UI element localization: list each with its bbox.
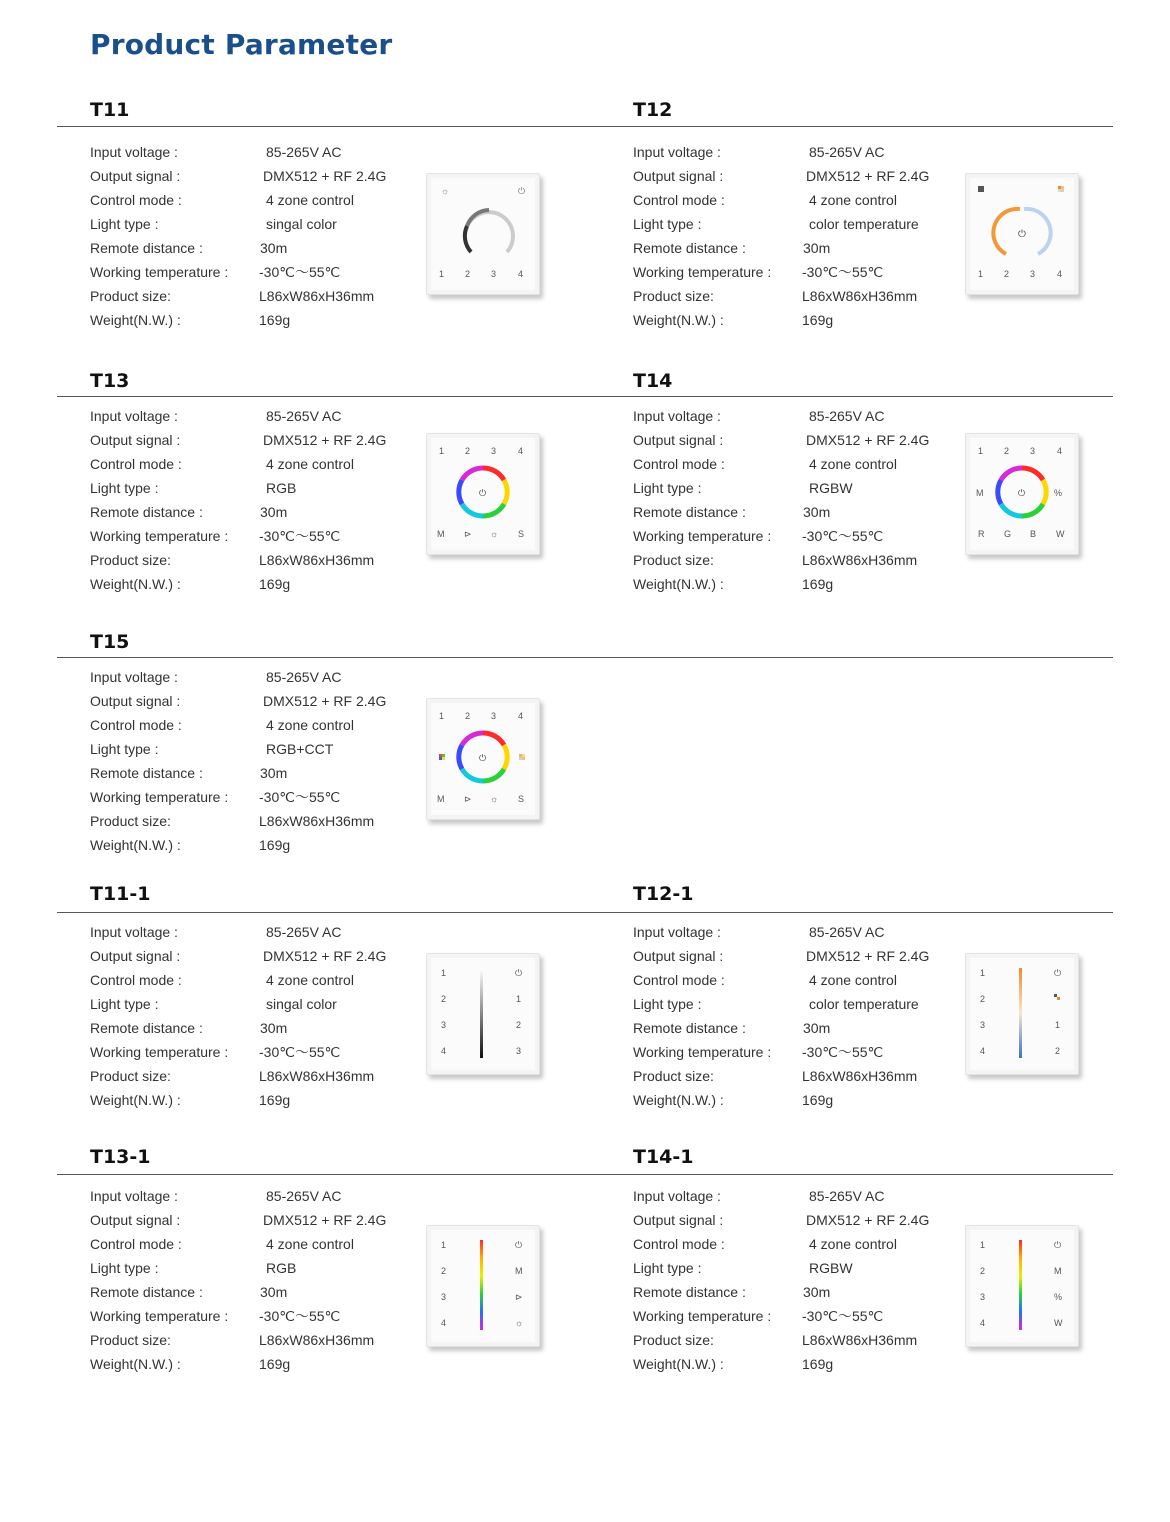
svg-text:1: 1: [980, 968, 986, 978]
svg-text:4: 4: [1057, 269, 1063, 279]
rgb-cct-ring-panel-icon: [426, 698, 540, 820]
svg-text:M: M: [437, 794, 445, 804]
svg-text:4: 4: [518, 446, 524, 456]
svg-text:M: M: [1054, 1266, 1062, 1276]
svg-text:1: 1: [441, 1240, 447, 1250]
svg-text:3: 3: [441, 1292, 447, 1302]
svg-text:☼: ☼: [441, 186, 450, 196]
svg-text:M: M: [437, 529, 445, 539]
svg-text:1: 1: [978, 269, 984, 279]
page-title: Product Parameter: [90, 28, 393, 61]
svg-text:3: 3: [516, 1046, 522, 1056]
svg-text:1: 1: [516, 994, 522, 1004]
svg-text:⏻: ⏻: [1018, 488, 1026, 498]
svg-text:2: 2: [441, 1266, 447, 1276]
section-divider: [57, 912, 1113, 913]
svg-text:4: 4: [441, 1318, 447, 1328]
svg-text:4: 4: [1057, 446, 1063, 456]
svg-text:1: 1: [439, 446, 445, 456]
svg-text:4: 4: [518, 269, 524, 279]
single-color-slider-panel-icon: [426, 953, 540, 1075]
svg-text:3: 3: [1030, 446, 1036, 456]
svg-text:1: 1: [1055, 1020, 1061, 1030]
svg-text:3: 3: [491, 711, 497, 721]
svg-text:S: S: [518, 794, 525, 804]
svg-text:⏻: ⏻: [1054, 968, 1062, 978]
cct-slider-panel-icon: [965, 953, 1079, 1075]
rgb-slider-panel-icon: [426, 1225, 540, 1347]
svg-text:4: 4: [980, 1046, 986, 1056]
section-divider: [57, 126, 1113, 127]
section-divider: [57, 396, 1113, 397]
svg-text:3: 3: [491, 446, 497, 456]
svg-text:R: R: [978, 529, 985, 539]
svg-text:4: 4: [980, 1318, 986, 1328]
svg-text:G: G: [1004, 529, 1012, 539]
svg-text:1: 1: [439, 711, 445, 721]
product-title-t13-1: T13-1: [90, 1146, 151, 1168]
svg-text:⏻: ⏻: [518, 186, 526, 196]
svg-text:3: 3: [1030, 269, 1036, 279]
product-title-t14-1: T14-1: [633, 1146, 694, 1168]
svg-text:1: 1: [980, 1240, 986, 1250]
rgbw-slider-panel-icon: [965, 1225, 1079, 1347]
svg-text:⏻: ⏻: [515, 1240, 523, 1250]
svg-text:3: 3: [491, 269, 497, 279]
product-title-t11-1: T11-1: [90, 883, 151, 905]
svg-text:3: 3: [441, 1020, 447, 1030]
rgb-ring-panel-icon: [426, 433, 540, 555]
svg-text:☼: ☼: [490, 794, 499, 804]
svg-text:B: B: [1030, 529, 1037, 539]
svg-text:⏻: ⏻: [479, 488, 487, 498]
svg-text:⏻: ⏻: [479, 753, 487, 763]
svg-text:3: 3: [980, 1020, 986, 1030]
svg-text:☼: ☼: [515, 1318, 524, 1328]
svg-text:%: %: [1054, 1292, 1063, 1302]
section-divider: [57, 1174, 1113, 1175]
svg-text:☼: ☼: [490, 529, 499, 539]
svg-text:2: 2: [465, 446, 471, 456]
svg-text:4: 4: [518, 711, 524, 721]
svg-text:M: M: [976, 488, 984, 498]
svg-text:W: W: [1054, 1318, 1063, 1328]
svg-text:1: 1: [439, 269, 445, 279]
svg-text:⊳: ⊳: [464, 794, 472, 804]
svg-text:2: 2: [465, 269, 471, 279]
svg-text:⏻: ⏻: [1054, 1240, 1062, 1250]
svg-text:2: 2: [980, 1266, 986, 1276]
svg-text:1: 1: [441, 968, 447, 978]
svg-text:2: 2: [1004, 446, 1010, 456]
rgbw-ring-panel-icon: [965, 433, 1079, 555]
svg-text:1: 1: [978, 446, 984, 456]
svg-text:2: 2: [1055, 1046, 1061, 1056]
svg-text:2: 2: [980, 994, 986, 1004]
product-title-t15: T15: [90, 631, 130, 653]
svg-text:W: W: [1056, 529, 1065, 539]
single-color-ring-panel-icon: [426, 173, 540, 295]
svg-text:2: 2: [465, 711, 471, 721]
svg-text:S: S: [518, 529, 525, 539]
svg-text:⏻: ⏻: [515, 968, 523, 978]
svg-text:%: %: [1054, 488, 1063, 498]
svg-text:2: 2: [1004, 269, 1010, 279]
svg-text:2: 2: [441, 994, 447, 1004]
svg-text:⊳: ⊳: [515, 1292, 523, 1302]
product-title-t12-1: T12-1: [633, 883, 694, 905]
section-divider: [57, 657, 1113, 658]
svg-text:⊳: ⊳: [464, 529, 472, 539]
product-title-t12: T12: [633, 99, 673, 121]
cct-ring-panel-icon: [965, 173, 1079, 295]
svg-text:M: M: [515, 1266, 523, 1276]
svg-text:2: 2: [516, 1020, 522, 1030]
product-title-t13: T13: [90, 370, 130, 392]
svg-text:3: 3: [980, 1292, 986, 1302]
product-title-t11: T11: [90, 99, 130, 121]
svg-text:⏻: ⏻: [1018, 229, 1026, 240]
svg-text:4: 4: [441, 1046, 447, 1056]
product-title-t14: T14: [633, 370, 673, 392]
